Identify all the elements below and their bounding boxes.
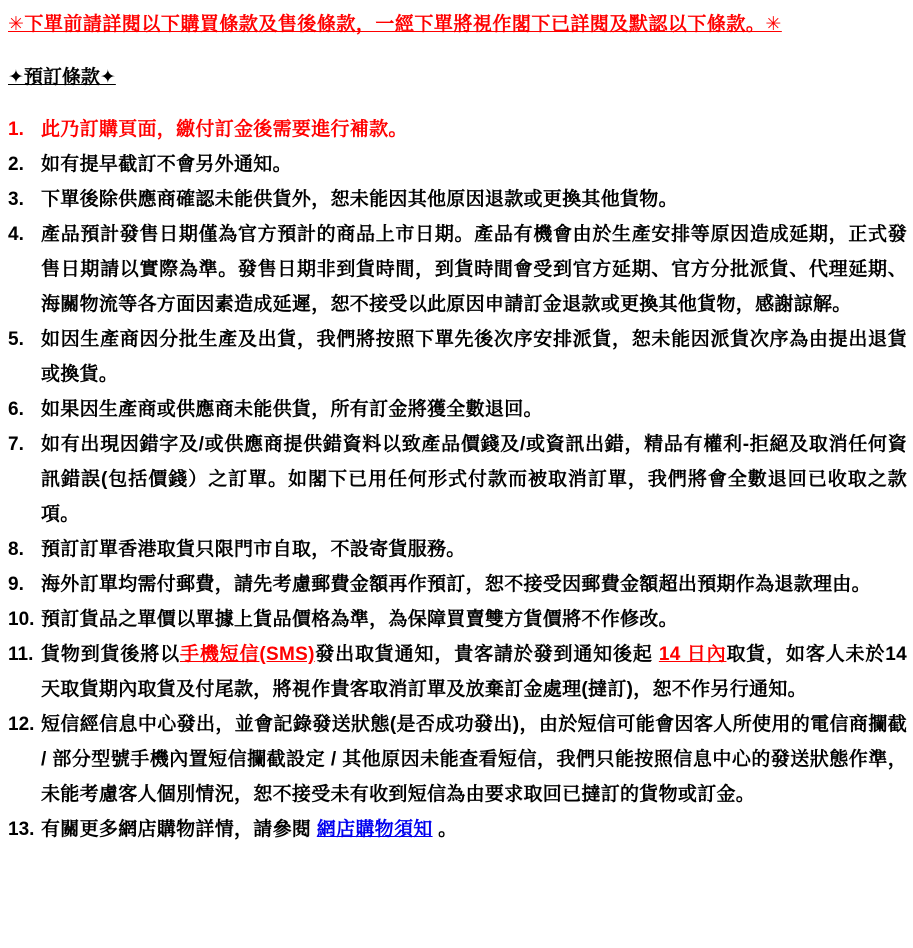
term-text — [41, 112, 907, 147]
term-number: 4. — [8, 224, 24, 245]
term-number: 9. — [8, 574, 24, 595]
term-number: 13. — [8, 819, 35, 840]
term-number: 3. — [8, 189, 24, 210]
term-text — [41, 637, 907, 707]
section-title-preorder-terms: ✦預訂條款✦ — [8, 67, 116, 88]
term-text — [41, 427, 907, 532]
term-text — [41, 322, 907, 392]
term-item — [8, 707, 907, 812]
terms-list — [8, 112, 907, 847]
term-text — [41, 217, 907, 322]
term-segment: 下單後除供應商確認未能供貨外，恕未能因其他原因退款或更換其他貨物。 — [41, 189, 678, 210]
term-number: 1. — [8, 119, 24, 140]
term-number: 5. — [8, 329, 24, 350]
term-segment: 預訂訂單香港取貨只限門市自取，不設寄貨服務。 — [41, 539, 466, 560]
term-item — [8, 637, 907, 707]
purchase-warning-banner: ✳下單前請詳閱以下購買條款及售後條款，一經下單將視作閣下已詳閱及默認以下條款。✳ — [8, 14, 782, 35]
term-item — [8, 532, 907, 567]
term-item — [8, 392, 907, 427]
term-text — [41, 707, 907, 812]
term-segment: 。 — [432, 819, 458, 840]
term-segment: 如果因生產商或供應商未能供貨，所有訂金將獲全數退回。 — [41, 399, 543, 420]
term-segment: 產品預計發售日期僅為官方預計的商品上市日期。產品有機會由於生產安排等原因造成延期，正式發售日期請以實際為準。發售日期非到貨時間，到貨時間會受到官方延期、官方分批派貨、代理延期、海關物流等各方面因素造成延遲，恕不接受以此原因申請訂金退款或更換其他貨物，感謝諒解。 — [41, 224, 907, 315]
term-number: 11. — [8, 644, 34, 665]
term-item — [8, 112, 907, 147]
term-number: 6. — [8, 399, 24, 420]
term-segment: 海外訂單均需付郵費，請先考慮郵費金額再作預訂，恕不接受因郵費金額超出預期作為退款理由。 — [41, 574, 871, 595]
term-number: 7. — [8, 434, 24, 455]
term-segment: 發出取貨通知，貴客請於發到通知後起 — [314, 644, 659, 665]
term-segment: 如有出現因錯字及/或供應商提供錯資料以致產品價錢及/或資訊出錯，精品有權利-拒絕及取消任何資訊錯誤(包括價錢）之訂單。如閣下已用任何形式付款而被取消訂單，我們將會全數退回已收取之款項。 — [41, 434, 907, 525]
term-number: 2. — [8, 154, 24, 175]
term-text — [41, 182, 907, 217]
term-item — [8, 427, 907, 532]
term-segment: 此乃訂購頁面，繳付訂金後需要進行補款。 — [41, 119, 408, 140]
term-segment: 短信經信息中心發出，並會記錄發送狀態(是否成功發出)，由於短信可能會因客人所使用的電信商攔截 / 部分型號手機內置短信攔截設定 / 其他原因未能查看短信，我們只能按照信息中心的發送狀態作準，未能考慮客人個別情況，恕不接受未有收到短信為由要求取回已撻訂的貨物或訂金。 — [41, 714, 907, 805]
term-segment: 如有提早截訂不會另外通知。 — [41, 154, 292, 175]
term-item — [8, 182, 907, 217]
term-item — [8, 322, 907, 392]
term-text — [41, 532, 907, 567]
term-segment: 貨物到貨後將以 — [41, 644, 180, 665]
store-shopping-guide-link[interactable]: 網店購物須知 — [316, 819, 433, 840]
term-text — [41, 602, 907, 637]
term-segment: 取貨，如客人未於14 天取貨期內取貨及付尾款，將視作貴客取消訂單及放棄訂金處理(撻訂)，恕不作另行通知。 — [41, 644, 907, 700]
term-item — [8, 217, 907, 322]
term-segment: 如因生產商因分批生產及出貨，我們將按照下單先後次序安排派貨，恕未能因派貨次序為由提出退貨或換貨。 — [41, 329, 907, 385]
term-text — [41, 392, 907, 427]
term-item — [8, 567, 907, 602]
term-number: 10. — [8, 609, 35, 630]
term-text — [41, 812, 907, 847]
sms-notice-highlight: 手機短信(SMS) — [179, 644, 315, 665]
pickup-deadline-highlight: 14 日內 — [658, 644, 727, 665]
term-text — [41, 567, 907, 602]
term-item — [8, 602, 907, 637]
term-number: 12. — [8, 714, 35, 735]
term-number: 8. — [8, 539, 24, 560]
term-segment: 有關更多網店購物詳情，請參閱 — [41, 819, 317, 840]
term-item — [8, 812, 907, 847]
term-item — [8, 147, 907, 182]
term-segment: 預訂貨品之單價以單據上貨品價格為準，為保障買賣雙方貨價將不作修改。 — [41, 609, 678, 630]
term-text — [41, 147, 907, 182]
